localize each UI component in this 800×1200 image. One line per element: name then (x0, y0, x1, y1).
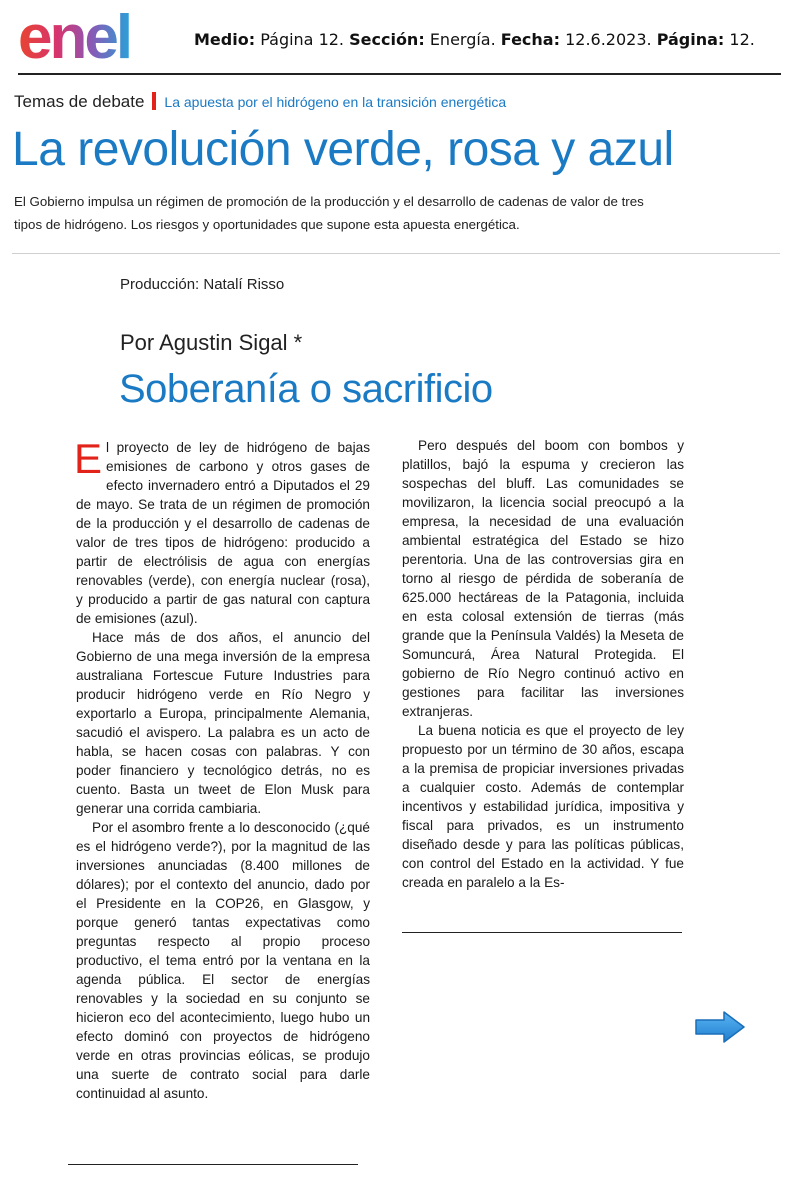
column-end-divider (402, 932, 682, 933)
production-credit: Producción: Natalí Risso (120, 276, 285, 293)
section-kicker (14, 92, 506, 112)
lede: El Gobierno impulsa un régimen de promoción de la producción y el desarrollo de cadenas de valor de tres tipos de hidrógeno. Los riesgos y oportunidades que supone esta apuesta energética. (14, 194, 644, 232)
column-end-divider (68, 1164, 358, 1165)
kicker-subtitle: La apuesta por el hidrógeno en la transición energética (164, 94, 507, 110)
press-metadata (194, 30, 755, 49)
medio-value: Página 12. (260, 30, 345, 49)
article-column-left (74, 435, 370, 1103)
kicker-separator (152, 92, 156, 110)
pagina-value: 12. (729, 30, 755, 49)
paragraph: Por el asombro frente a lo desconocido (¿qué es el hidrógeno verde?), por la magnitud de las inversiones anunciadas (8.400 millones de dólares); por el contexto del anuncio, dado por el Presidente en la COP26, en Glasgow, y porque generó tantas expectativas como preguntas respecto al propio proceso productivo, el tema entró por la ventana en la agenda pública. El sector de energías renovables y la sociedad en su conjunto se hicieron eco del acontecimiento, luego hubo un efecto dominó con proyectos de hidrógeno verde en otras provincias eólicas, se produjo una suerte de contrato social para darle continuidad al asunto. (76, 820, 370, 1101)
arrow-right-icon[interactable] (694, 1010, 746, 1044)
article-title: Soberanía o sacrificio (119, 367, 493, 411)
article-column-right (402, 436, 684, 892)
medio-label: Medio: (194, 30, 256, 49)
byline: Por Agustin Sigal * (120, 330, 303, 355)
paragraph: Hace más de dos años, el anuncio del Gobierno de una mega inversión de la empresa australiana Fortescue Future Industries para producir hidrógeno verde en Río Negro y exportarlo a Europa, principalmente Alemania, sacudió el avispero. La palabra es un acto de habla, se hacen cosas con palabras. Y con poder financiero y tecnológico detrás, no es cuento. Basta un tweet de Elon Musk para generar una corrida cambiaria. (76, 630, 370, 816)
paragraph: El proyecto de ley de hidrógeno de bajas emisiones de carbono y otros gases de efecto invernadero entró a Diputados el 29 de mayo. Se trata de un régimen de promoción de la producción y el desarrollo de cadenas de valor de tres tipos de hidrógeno: producido a partir de electrólisis de agua con energías renovables (verde), con energía nuclear (rosa), y producido a partir de gas natural con captura de emisiones (azul). (74, 435, 370, 626)
paragraph: Pero después del boom con bombos y platillos, bajó la espuma y crecieron las sospechas del bluff. Las comunidades se movilizaron, la licencia social preocupó a la empresa, la necesidad de una evaluación ambiental estratégica del Estado se hizo perentoria. Una de las controversias gira en torno al riesgo de pérdida de soberanía de 625.000 hectáreas de la Patagonia, incluida en esta colosal extensión de tierras (más grande que la Península Valdés) la Meseta de Somuncurá, Área Natural Protegida. El gobierno de Río Negro continuó activo en gestiones para facilitar las inversiones extranjeras. (402, 438, 684, 719)
pagina-label: Página: (656, 30, 725, 49)
seccion-value: Energía. (429, 30, 496, 49)
header-divider (18, 73, 781, 75)
kicker-label: Temas de debate (14, 92, 145, 111)
fecha-value: 12.6.2023. (565, 30, 652, 49)
fecha-label: Fecha: (500, 30, 560, 49)
enel-logo (16, 8, 180, 68)
headline: La revolución verde, rosa y azul (12, 123, 674, 176)
seccion-label: Sección: (349, 30, 425, 49)
paragraph: La buena noticia es que el proyecto de ley propuesto por un término de 30 años, escapa a la premisa de propiciar inversiones privadas a cualquier costo. Además de contemplar incentivos y estabilidad jurídica, impositiva y fiscal para privados, es un instrumento diseñado desde y para las políticas públicas, con control del Estado en la actividad. Y fue creada en paralelo a la Es- (402, 723, 684, 890)
svg-text:enel: enel (18, 8, 131, 68)
lede-divider (12, 253, 780, 254)
drop-cap: E (74, 435, 103, 482)
